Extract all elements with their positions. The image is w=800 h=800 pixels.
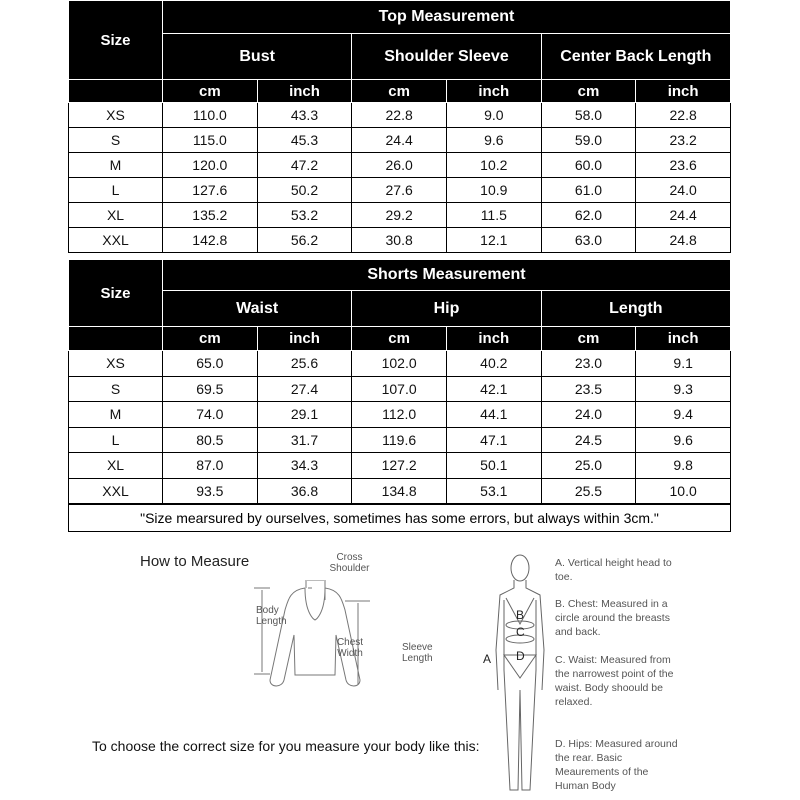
blank-header <box>69 327 163 351</box>
size-header: Size <box>69 1 163 80</box>
value-cell: 12.1 <box>446 228 541 253</box>
top-measurement-table <box>68 0 731 253</box>
table-row <box>69 203 731 228</box>
choose-size-instruction: To choose the correct size for you measure your body like this: <box>92 738 480 754</box>
size-cell: S <box>69 376 163 402</box>
value-cell: 10.0 <box>636 478 731 504</box>
value-cell: 9.8 <box>636 453 731 479</box>
value-cell: 53.2 <box>257 203 352 228</box>
value-cell: 22.8 <box>352 103 447 128</box>
value-cell: 30.8 <box>352 228 447 253</box>
group-header: Bust <box>163 34 352 80</box>
value-cell: 24.8 <box>636 228 731 253</box>
value-cell: 9.6 <box>446 128 541 153</box>
table-row <box>69 103 731 128</box>
value-cell: 127.6 <box>163 178 258 203</box>
value-cell: 127.2 <box>352 453 447 479</box>
size-cell: XL <box>69 203 163 228</box>
table-row <box>69 453 731 479</box>
value-cell: 24.5 <box>541 427 636 453</box>
table-row <box>69 178 731 203</box>
size-header: Size <box>69 260 163 327</box>
blank-header <box>69 80 163 103</box>
value-cell: 25.6 <box>257 351 352 377</box>
value-cell: 31.7 <box>257 427 352 453</box>
table-row <box>69 153 731 178</box>
value-cell: 102.0 <box>352 351 447 377</box>
body-length-label: Body Length <box>256 605 287 627</box>
value-cell: 9.3 <box>636 376 731 402</box>
value-cell: 24.0 <box>636 178 731 203</box>
value-cell: 50.1 <box>446 453 541 479</box>
value-cell: 36.8 <box>257 478 352 504</box>
body-label-b: B <box>516 608 525 622</box>
value-cell: 44.1 <box>446 402 541 428</box>
value-cell: 119.6 <box>352 427 447 453</box>
chest-width-label: Chest Width <box>336 637 364 659</box>
value-cell: 120.0 <box>163 153 258 178</box>
sleeve-length-label: Sleeve Length <box>402 642 433 664</box>
description-c: C. Waist: Measured from the narrowest point of the waist. Body shoould be relaxed. <box>555 654 674 708</box>
table-row <box>69 351 731 377</box>
value-cell: 23.0 <box>541 351 636 377</box>
group-header: Waist <box>163 291 352 327</box>
size-cell: XL <box>69 453 163 479</box>
value-cell: 142.8 <box>163 228 258 253</box>
value-cell: 29.2 <box>352 203 447 228</box>
value-cell: 26.0 <box>352 153 447 178</box>
size-cell: XXL <box>69 478 163 504</box>
value-cell: 69.5 <box>163 376 258 402</box>
value-cell: 58.0 <box>541 103 636 128</box>
value-cell: 9.1 <box>636 351 731 377</box>
value-cell: 34.3 <box>257 453 352 479</box>
value-cell: 56.2 <box>257 228 352 253</box>
value-cell: 9.4 <box>636 402 731 428</box>
value-cell: 24.4 <box>636 203 731 228</box>
description-b: B. Chest: Measured in a circle around the breasts and back. <box>555 598 670 638</box>
value-cell: 110.0 <box>163 103 258 128</box>
size-cell: XS <box>69 103 163 128</box>
human-body-icon <box>490 550 550 798</box>
value-cell: 40.2 <box>446 351 541 377</box>
unit-header: inch <box>446 80 541 103</box>
value-cell: 10.9 <box>446 178 541 203</box>
value-cell: 42.1 <box>446 376 541 402</box>
value-cell: 9.6 <box>636 427 731 453</box>
value-cell: 62.0 <box>541 203 636 228</box>
table-title: Top Measurement <box>163 1 731 34</box>
value-cell: 112.0 <box>352 402 447 428</box>
size-cell: M <box>69 402 163 428</box>
value-cell: 22.8 <box>636 103 731 128</box>
description-d: D. Hips: Measured around the rear. Basic Meaurements of the Human Body <box>555 738 678 792</box>
unit-header: cm <box>541 327 636 351</box>
value-cell: 61.0 <box>541 178 636 203</box>
value-cell: 9.0 <box>446 103 541 128</box>
value-cell: 47.2 <box>257 153 352 178</box>
group-header: Center Back Length <box>541 34 730 80</box>
body-label-d: D <box>516 649 525 663</box>
size-cell: S <box>69 128 163 153</box>
how-to-measure-title: How to Measure <box>140 553 250 570</box>
value-cell: 24.0 <box>541 402 636 428</box>
table-row <box>69 376 731 402</box>
value-cell: 87.0 <box>163 453 258 479</box>
value-cell: 47.1 <box>446 427 541 453</box>
group-header: Shoulder Sleeve <box>352 34 541 80</box>
unit-header: cm <box>541 80 636 103</box>
value-cell: 25.0 <box>541 453 636 479</box>
unit-header: inch <box>257 80 352 103</box>
unit-header: cm <box>163 327 258 351</box>
unit-header: inch <box>636 80 731 103</box>
value-cell: 25.5 <box>541 478 636 504</box>
description-a: A. Vertical height head to toe. <box>555 557 672 583</box>
unit-header: inch <box>257 327 352 351</box>
unit-header: cm <box>163 80 258 103</box>
unit-header: cm <box>352 80 447 103</box>
unit-header: inch <box>636 327 731 351</box>
body-label-c: C <box>516 625 525 639</box>
table-row <box>69 128 731 153</box>
size-cell: XS <box>69 351 163 377</box>
group-header: Hip <box>352 291 541 327</box>
value-cell: 63.0 <box>541 228 636 253</box>
value-cell: 23.2 <box>636 128 731 153</box>
size-cell: L <box>69 427 163 453</box>
body-label-a: A <box>483 652 492 666</box>
value-cell: 23.6 <box>636 153 731 178</box>
group-header: Length <box>541 291 730 327</box>
table-row <box>69 427 731 453</box>
unit-header: inch <box>446 327 541 351</box>
value-cell: 80.5 <box>163 427 258 453</box>
value-cell: 74.0 <box>163 402 258 428</box>
table-row <box>69 228 731 253</box>
size-cell: L <box>69 178 163 203</box>
value-cell: 93.5 <box>163 478 258 504</box>
table-title: Shorts Measurement <box>163 260 731 291</box>
value-cell: 27.4 <box>257 376 352 402</box>
value-cell: 11.5 <box>446 203 541 228</box>
value-cell: 24.4 <box>352 128 447 153</box>
table-row <box>69 478 731 504</box>
value-cell: 134.8 <box>352 478 447 504</box>
value-cell: 23.5 <box>541 376 636 402</box>
value-cell: 115.0 <box>163 128 258 153</box>
value-cell: 10.2 <box>446 153 541 178</box>
table-row <box>69 402 731 428</box>
value-cell: 60.0 <box>541 153 636 178</box>
value-cell: 45.3 <box>257 128 352 153</box>
value-cell: 107.0 <box>352 376 447 402</box>
disclaimer-note: "Size mearsured by ourselves, sometimes has some errors, but always within 3cm." <box>68 504 731 532</box>
value-cell: 53.1 <box>446 478 541 504</box>
value-cell: 50.2 <box>257 178 352 203</box>
value-cell: 43.3 <box>257 103 352 128</box>
size-cell: M <box>69 153 163 178</box>
value-cell: 29.1 <box>257 402 352 428</box>
value-cell: 59.0 <box>541 128 636 153</box>
size-cell: XXL <box>69 228 163 253</box>
value-cell: 27.6 <box>352 178 447 203</box>
cross-shoulder-label: Cross Shoulder <box>329 552 370 574</box>
value-cell: 65.0 <box>163 351 258 377</box>
shorts-measurement-table <box>68 259 731 504</box>
value-cell: 135.2 <box>163 203 258 228</box>
unit-header: cm <box>352 327 447 351</box>
